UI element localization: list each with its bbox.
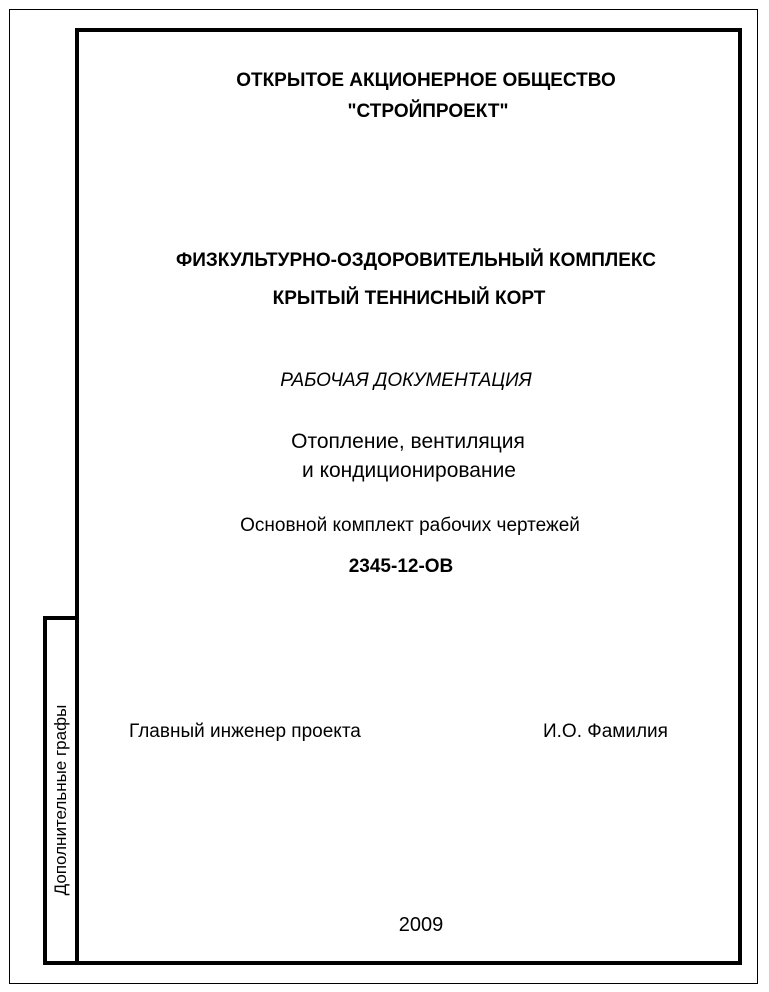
section-title-line-2: и кондиционирование [302,459,516,482]
organization-line-2: "СТРОЙПРОЕКТ" [347,101,509,122]
document-year: 2009 [398,914,444,936]
drawing-frame [75,28,742,965]
document-code: 2345-12-ОВ [348,556,454,577]
section-title-line-1: Отопление, вентиляция [291,430,525,453]
additional-fields-label: Дополнительные графы [51,704,70,896]
project-title-line-2: КРЫТЫЙ ТЕННИСНЫЙ КОРТ [272,288,546,309]
drawing-set-name: Основной комплект рабочих чертежей [240,515,580,536]
signature-name: И.О. Фамилия [543,721,668,742]
document-type: РАБОЧАЯ ДОКУМЕНТАЦИЯ [280,370,532,391]
project-title-line-1: ФИЗКУЛЬТУРНО-ОЗДОРОВИТЕЛЬНЫЙ КОМПЛЕКС [176,250,656,271]
signature-role: Главный инженер проекта [129,721,361,742]
organization-line-1: ОТКРЫТОЕ АКЦИОНЕРНОЕ ОБЩЕСТВО [236,70,616,91]
